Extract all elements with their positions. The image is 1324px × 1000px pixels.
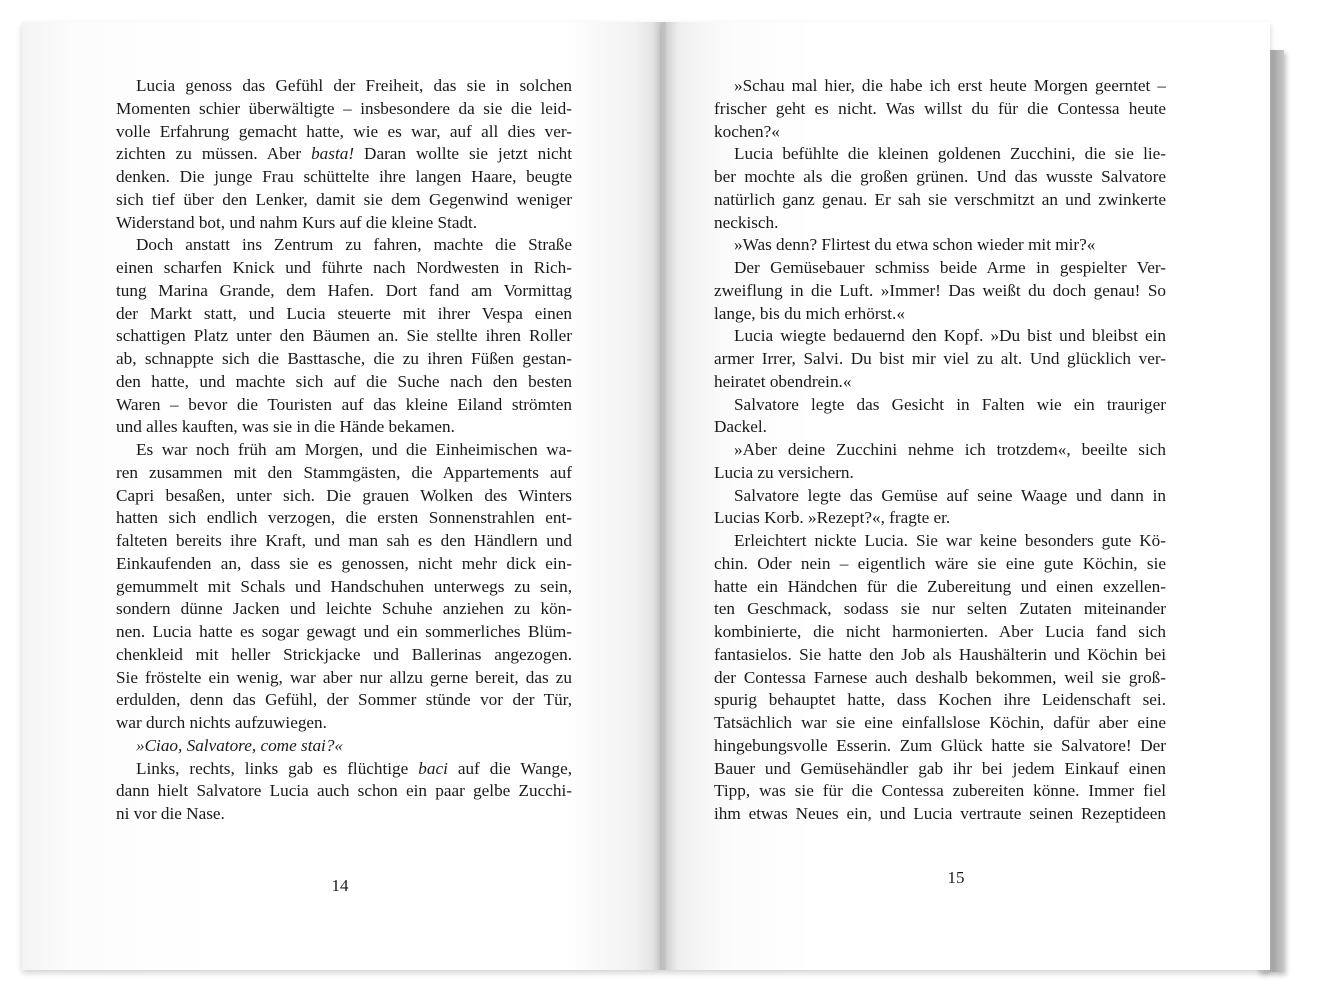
text-line: Dackel. [714, 417, 767, 437]
text-line: Tatsächlich war sie eine einfallslose Köchin, dafür aber eine [714, 713, 1166, 732]
text-line: lange, bis du mich erhörst.« [714, 303, 905, 323]
text-line: chenkleid mit heller Strickjacke und Ballerinas angezogen. [116, 644, 572, 664]
text-line: nen. Lucia hatte es sogar gewagt und ein sommerliches Blüm- [116, 622, 572, 641]
book-gutter [652, 22, 676, 970]
text-line: »Aber deine Zucchini nehme ich trotzdem«, beeilte sich [734, 440, 1166, 459]
text-line: falteten bereits ihre Kraft, und man sah es den Händlern und [116, 531, 572, 550]
text-line: schattigen Platz unter den Bäumen an. Sie stellte ihren Roller [116, 326, 572, 346]
text-line: kombinierte, die nicht harmonierten. Aber Lucia fand sich [714, 622, 1166, 641]
text-line: ren zusammen mit den Stammgästen, die Appartements auf [116, 462, 572, 482]
text-line: kochen?« [714, 121, 780, 141]
text-line: der Contessa Farnese auch deshalb bekommen, weil sie groß- [714, 667, 1166, 687]
text-line: Bauer und Gemüsehändler gab ihr bei jedem Einkauf einen [714, 758, 1166, 778]
text-line: Sie fröstelte ein wenig, war aber nur allzu gerne bereit, das zu [116, 667, 572, 687]
text-line: gemummelt mit Schals und Handschuhen unterwegs zu sein, [116, 576, 572, 596]
text-line: hatten sich endlich verzogen, die ersten Sonnenstrahlen ent- [116, 508, 572, 528]
text-line: den hatte, und machte sich auf die Suche nach den besten [116, 371, 572, 391]
text-line: und alles kauften, was sie in die Hände bekamen. [116, 417, 455, 437]
text-line: hatte ein Händchen für die Zubereitung und einen exzellen- [714, 576, 1166, 596]
text-line: Der Gemüsebauer schmiss beide Arme in gespielter Ver- [734, 258, 1166, 277]
text-line: »Was denn? Flirtest du etwa schon wieder mit mir?« [734, 235, 1096, 255]
left-page-text [116, 75, 572, 826]
text-line: ni vor die Nase. [116, 804, 225, 823]
text-line: zichten zu müssen. Aber basta! Daran wollte sie jetzt nicht [116, 144, 572, 164]
text-line: »Schau mal hier, die habe ich erst heute Morgen geerntet – [734, 76, 1166, 95]
text-line: ihm etwas Neues ein, und Lucia vertraute seinen Rezeptideen [714, 804, 1166, 823]
text-line: sondern dünne Jacken und leichte Schuhe anziehen zu kön- [116, 599, 572, 619]
text-line: Tipp, was sie für die Contessa zubereiten könne. Immer fiel [714, 781, 1166, 801]
text-line: Einkaufenden an, dass sie es genossen, nicht mehr dick ein- [116, 553, 572, 573]
text-line: Widerstand bot, und nahm Kurs auf die kleine Stadt. [116, 212, 478, 232]
text-line: Capri besaßen, unter sich. Die grauen Wolken des Winters [116, 485, 572, 505]
text-line: armer Irrer, Salvi. Du bist mir viel zu alt. Und glücklich ver- [714, 349, 1166, 368]
text-line: Doch anstatt ins Zentrum zu fahren, machte die Straße [136, 235, 572, 255]
text-line: erdulden, denn das Gefühl, der Sommer stünde vor der Tür, [116, 690, 572, 710]
text-line: tung Marina Grande, dem Hafen. Dort fand am Vormittag [116, 280, 572, 300]
text-line: fantasielos. Sie hatte den Job als Haushälterin und Köchin bei [714, 644, 1166, 664]
text-line: »Ciao, Salvatore, come stai?« [136, 735, 344, 755]
text-line: der Markt statt, und Lucia steuerte mit ihrer Vespa einen [116, 303, 572, 323]
text-line: war durch nichts aufzuwiegen. [116, 713, 327, 732]
text-line: frischer geht es nicht. Was willst du für die Contessa heute [714, 98, 1166, 118]
text-line: Salvatore legte das Gemüse auf seine Waage und dann in [734, 485, 1166, 505]
text-line: neckisch. [714, 212, 779, 232]
text-line: Salvatore legte das Gesicht in Falten wie ein trauriger [734, 394, 1166, 414]
right-page-number: 15 [947, 868, 965, 887]
text-line: ber mochte als die großen grünen. Und das wusste Salvatore [714, 167, 1166, 186]
text-line: einen scharfen Knick und führte nach Nordwesten in Rich- [116, 258, 572, 277]
text-line: dann hielt Salvatore Lucia auch schon ein paar gelbe Zucchi- [116, 781, 572, 801]
text-line: Links, rechts, links gab es flüchtige baci auf die Wange, [136, 758, 572, 778]
text-line: chin. Oder nein – eigentlich wäre sie eine gute Köchin, sie [714, 553, 1166, 573]
left-page-number: 14 [331, 876, 349, 895]
text-line: Erleichtert nickte Lucia. Sie war keine besonders gute Kö- [734, 531, 1166, 550]
right-page-text [714, 75, 1166, 826]
text-line: Lucias Korb. »Rezept?«, fragte er. [714, 508, 951, 528]
text-line: ab, schnappte sich die Basttasche, die zu ihren Füßen gestan- [116, 349, 572, 368]
text-line: zweiflung in die Luft. »Immer! Das weißt du doch genau! So [714, 280, 1166, 300]
text-line: volle Erfahrung gemacht hatte, wie es war, auf all dies ver- [116, 121, 572, 141]
text-line: Lucia befühlte die kleinen goldenen Zucchini, die sie lie- [734, 144, 1166, 164]
text-line: sich tief über den Lenker, damit sie dem Gegenwind weniger [116, 189, 572, 209]
text-line: Waren – bevor die Touristen auf das kleine Eiland strömten [116, 394, 572, 414]
text-line: Lucia wiegte bedauernd den Kopf. »Du bist und bleibst ein [734, 326, 1166, 346]
text-line: Es war noch früh am Morgen, und die Einheimischen wa- [136, 440, 572, 459]
text-line: heiratet obendrein.« [714, 371, 852, 391]
text-line: spurig behauptet hatte, dass Kochen ihre Leidenschaft sei. [714, 690, 1166, 710]
text-line: denken. Die junge Frau schüttelte ihre langen Haare, beugte [116, 167, 572, 186]
text-line: Momenten schier überwältigte – insbesondere da sie die leid- [116, 98, 572, 118]
text-line: hingebungsvolle Esserin. Zum Glück hatte sie Salvatore! Der [714, 735, 1166, 755]
text-line: Lucia genoss das Gefühl der Freiheit, das sie in solchen [136, 76, 572, 95]
text-line: Lucia zu versichern. [714, 462, 854, 482]
text-line: ten Geschmack, sodass sie nur selten Zutaten miteinander [714, 599, 1166, 619]
text-line: natürlich ganz genau. Er sah sie verschmitzt an und zwinkerte [714, 189, 1166, 209]
